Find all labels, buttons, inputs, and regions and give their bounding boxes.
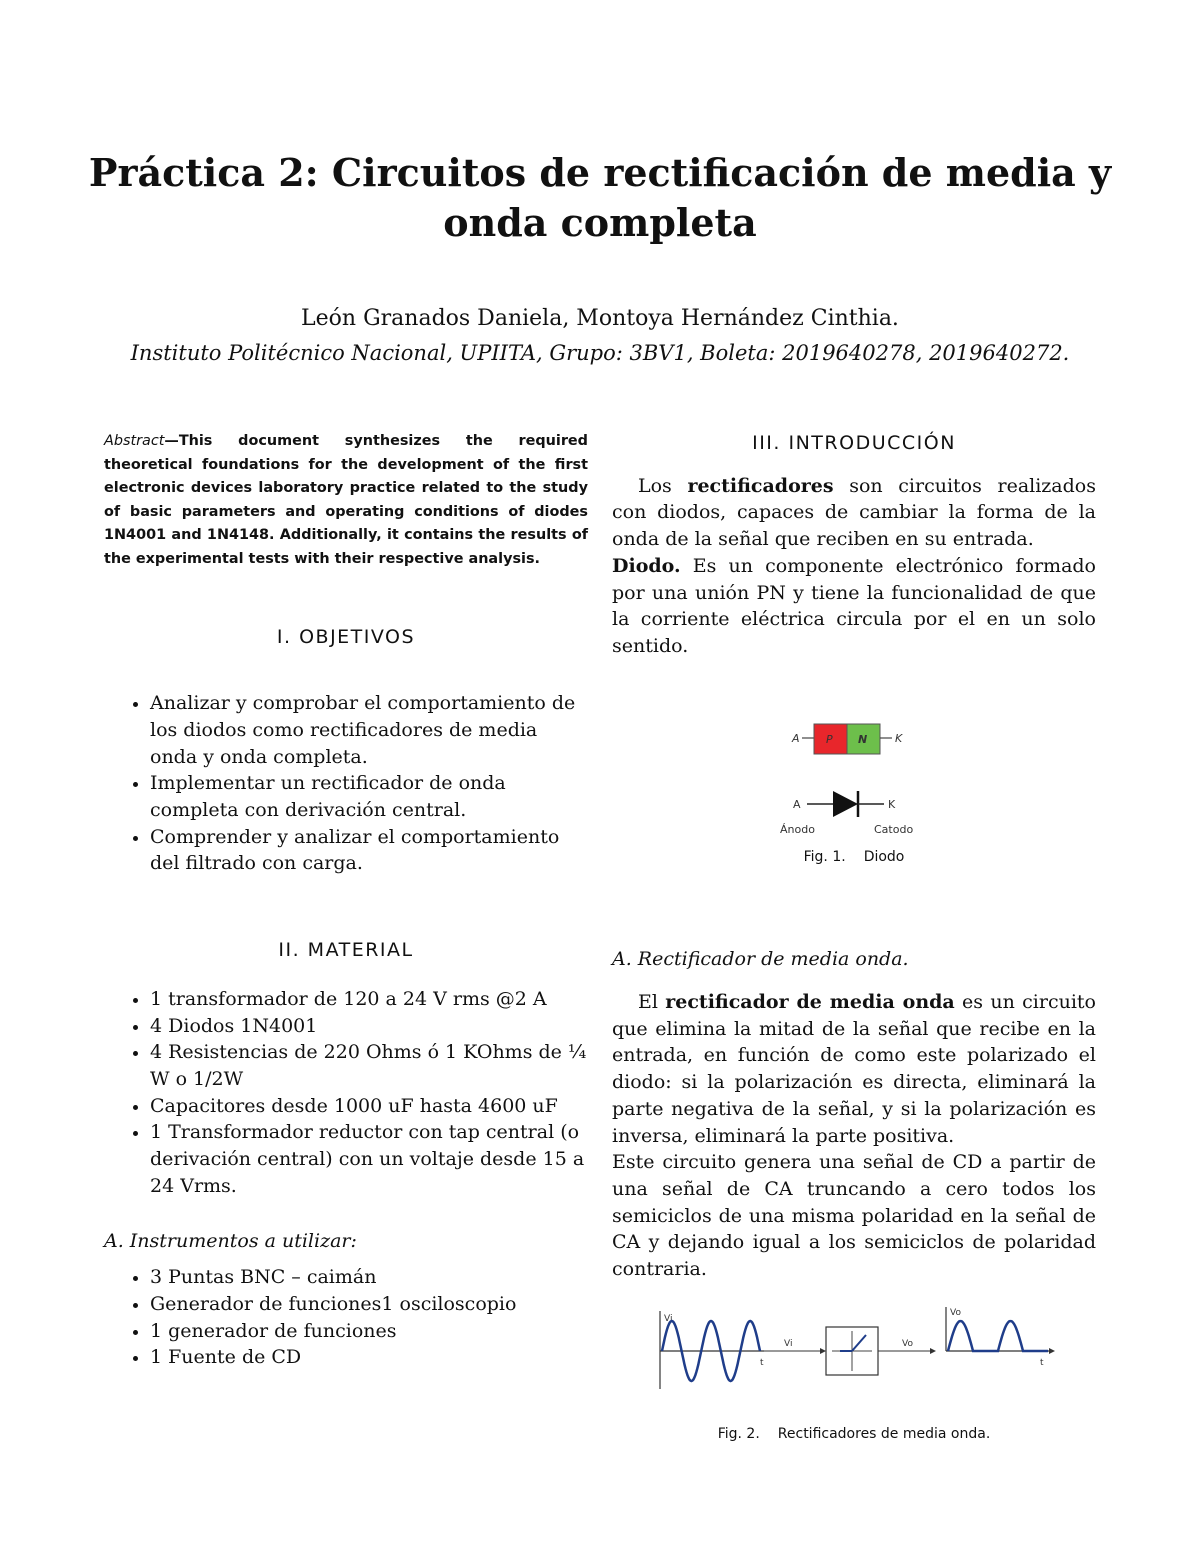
subsection-heading-media-onda: A. Rectificador de media onda. — [612, 948, 909, 971]
intro-p3-bold: rectificador de media onda — [665, 991, 955, 1014]
fig2-transfer-slope — [852, 1335, 866, 1351]
material-list — [104, 986, 588, 1200]
list-item: 1 Fuente de CD — [104, 1344, 588, 1371]
abstract-separator: — — [164, 433, 179, 449]
intro-p1-pre: Los — [638, 474, 688, 497]
paper-title: Práctica 2: Circuitos de rectificación de media y onda completa — [88, 150, 1112, 245]
abstract-label: Abstract — [104, 433, 165, 449]
list-item: 1 Transformador reductor con tap central (o derivación central) con un voltaje desde 15 a 24 Vrms. — [104, 1119, 588, 1199]
list-item: 1 transformador de 120 a 24 V rms @2 A — [104, 986, 588, 1013]
list-item: 4 Diodos 1N4001 — [104, 1013, 588, 1040]
list-item: Generador de funciones1 osciloscopio — [104, 1291, 588, 1318]
figure-2-caption — [612, 1421, 1096, 1448]
intro-p1-bold: rectificadores — [687, 474, 834, 497]
list-item: Analizar y comprobar el comportamiento de los diodos como rectificadores de media onda y onda completa. — [104, 690, 588, 770]
fig1-label-a: A — [792, 731, 800, 745]
list-item: 4 Resistencias de 220 Ohms ó 1 KOhms de ¼ W o 1/2W — [104, 1039, 588, 1092]
affiliation: Instituto Politécnico Nacional, UPIITA, Grupo: 3BV1, Boleta: 2019640278, 2019640272. — [130, 341, 1070, 365]
fig1-diode-symbol-icon — [833, 791, 858, 817]
fig2-label-vo-axis: Vo — [950, 1307, 961, 1318]
fig2-label-t-input: t — [760, 1357, 764, 1368]
list-item: Capacitores desde 1000 uF hasta 4600 uF — [104, 1093, 588, 1120]
intro-p3-post: es un circuito que elimina la mitad de la señal que recibe en la entrada, en función de como este polarizado el diodo: si la polarización es directa, eliminará la parte negativa de la señal, y si la polarización es inversa, eliminará la parte positiva. — [612, 991, 1096, 1147]
instruments-list — [104, 1264, 588, 1371]
fig1-label-p: P — [826, 732, 833, 746]
list-item: 3 Puntas BNC – caimán — [104, 1264, 588, 1291]
fig1-caption-num: Fig. 1. — [803, 848, 846, 865]
fig2-label-t-output: t — [1040, 1357, 1044, 1368]
fig2-output-half-wave — [948, 1321, 1048, 1351]
fig1-caption-text: Diodo — [863, 848, 905, 865]
intro-paragraph-1 — [612, 473, 1096, 553]
intro-p1-post: son circuitos realizados con diodos, capaces de cambiar la forma de la onda de la señal que reciben en su entrada. — [612, 474, 1096, 551]
fig2-output-x-arrow-icon — [1049, 1348, 1055, 1354]
authors: León Granados Daniela, Montoya Hernández Cinthia. — [301, 306, 899, 331]
fig1-label-catodo: Catodo — [874, 822, 914, 836]
list-item: Implementar un rectificador de onda completa con derivación central. — [104, 770, 588, 823]
subsection-heading-instrumentos: A. Instrumentos a utilizar: — [104, 1229, 357, 1252]
fig1-label-k: K — [895, 731, 903, 745]
fig2-output-arrow-head-icon — [930, 1348, 936, 1354]
figure-1-caption — [612, 844, 1096, 871]
right-column — [612, 430, 1096, 1447]
section-heading-objetivos: I. OBJETIVOS — [276, 625, 416, 648]
list-item: 1 generador de funciones — [104, 1318, 588, 1345]
figure-half-wave-rectifier — [612, 1307, 1096, 1397]
intro-paragraph-4: Este circuito genera una señal de CD a partir de una señal de CA truncando a cero todos los semiciclos de una misma polaridad en la señal de CA y dejando igual a los semiciclos de polaridad contraria. — [612, 1151, 1096, 1281]
fig1-symbol-label-k: K — [888, 797, 896, 811]
fig2-label-vi: Vi — [784, 1338, 793, 1349]
intro-p2-post: Es un componente electrónico formado por una unión PN y tiene la funcionalidad de que la corriente eléctrica circula por el en un solo sentido. — [612, 554, 1096, 657]
fig2-label-vi-axis: Vi — [664, 1313, 673, 1324]
intro-paragraph-2 — [612, 553, 1096, 660]
section-heading-introduccion: III. INTRODUCCIÓN — [752, 432, 956, 454]
left-column — [104, 430, 588, 1371]
fig2-label-vo: Vo — [902, 1338, 913, 1349]
intro-p3-pre: El — [638, 991, 666, 1014]
fig2-caption-text: Rectificadores de media onda. — [777, 1425, 991, 1442]
intro-p2-bold: Diodo. — [612, 554, 681, 577]
abstract — [104, 430, 588, 572]
figure-diode — [612, 696, 1096, 836]
section-heading-material: II. MATERIAL — [278, 939, 414, 962]
fig1-label-n: N — [858, 732, 868, 746]
abstract-text: This document synthesizes the required theoretical foundations for the development of the first electronic devices laboratory practice related to the study of basic parameters and operating conditions of diodes 1N4001 and 1N4148. Additionally, it contains the results of the experimental tests with their respective analysis. — [104, 433, 588, 567]
fig1-symbol-label-a: A — [793, 797, 801, 811]
fig1-label-anodo: Ánodo — [780, 822, 815, 836]
intro-paragraph-3 — [612, 989, 1096, 1149]
fig2-caption-num: Fig. 2. — [717, 1425, 760, 1442]
list-item: Comprender y analizar el comportamiento del filtrado con carga. — [104, 824, 588, 877]
objetivos-list — [104, 690, 588, 877]
fig2-input-arrow-head-icon — [820, 1348, 826, 1354]
